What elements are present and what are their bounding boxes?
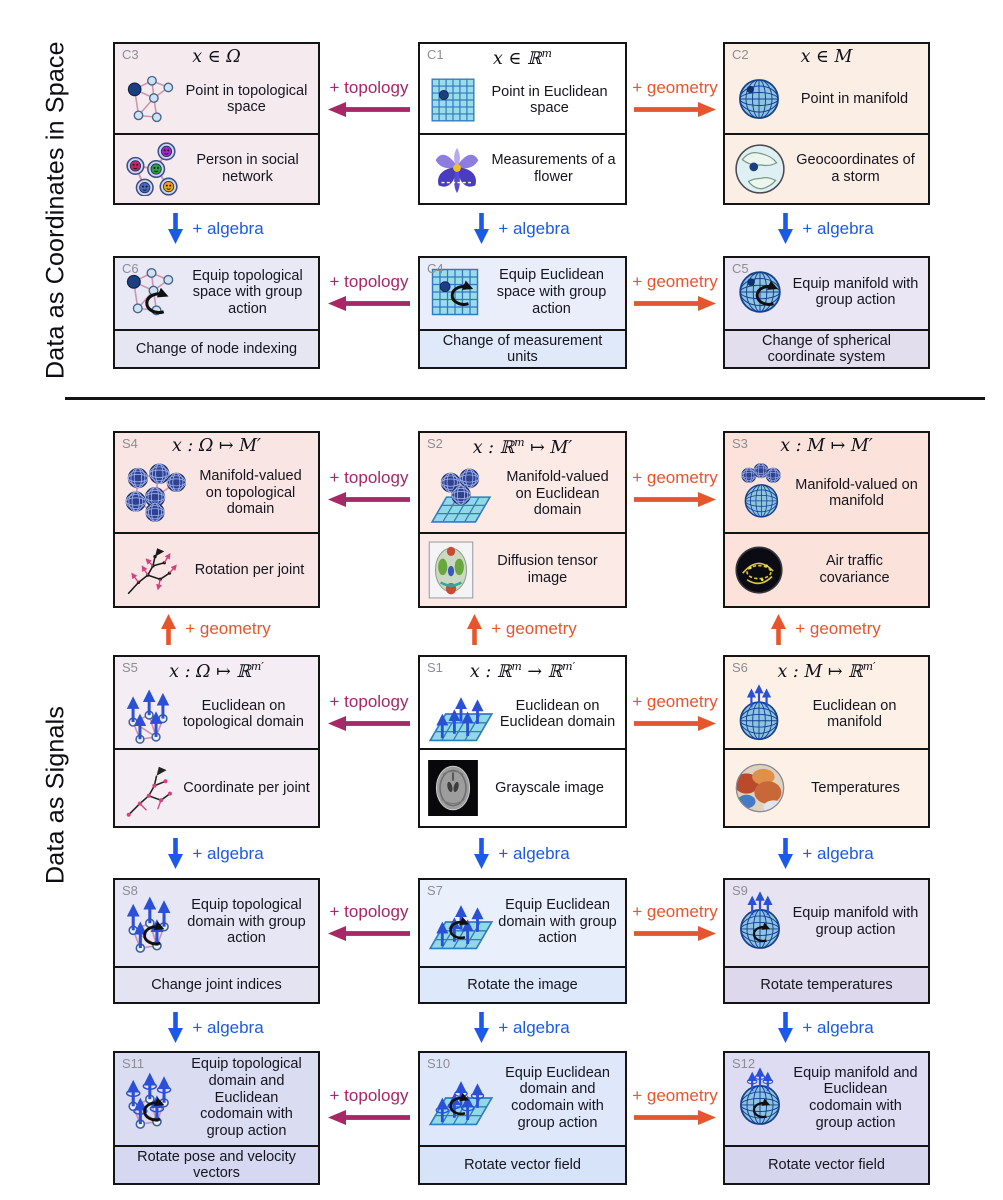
geometry-up-arrow-group [761,613,891,645]
panel-s8 [113,878,320,1004]
geometry-arrow-group [627,692,723,731]
panel-s1 [418,655,627,828]
social-network-icon [123,142,181,196]
down-arrow-icon [168,838,183,870]
up-arrow-icon [771,613,786,645]
geometry-arrow-group [627,78,723,117]
geometry-arrow-label: + geometry [632,902,718,921]
topology-arrow-group [320,1086,418,1125]
topology-arrow-label: + topology [329,272,409,291]
formula: x : ℝ$^m$ → ℝ$^{m'}$ [469,660,576,682]
spheres-on-sphere-icon [733,462,789,524]
down-arrow-icon [474,1012,489,1044]
concept-label: Euclidean on Euclidean domain [499,697,616,731]
graph-vectors-rotation-icon [123,890,179,954]
panel-id: C2 [732,47,749,62]
concept-label: Equip Euclidean domain and codomain with group action [505,1064,610,1131]
panel-id: C3 [122,47,139,62]
skeleton-icon [123,759,179,817]
panel-c6 [113,256,320,369]
right-arrow-icon [634,926,716,941]
concept-label: Point in topological space [185,82,308,116]
concept-label: Equip topological space with group action [192,267,303,317]
left-arrow-icon [328,1110,410,1125]
topology-arrow-label: + topology [329,78,409,97]
panel-s7 [418,878,627,1004]
panel-id: S1 [427,660,443,675]
algebra-arrow-group [457,1012,587,1044]
skeleton-rotations-icon [123,543,185,597]
caption: Change of spherical coordinate system [725,329,928,367]
algebra-arrow-group [151,213,281,245]
topology-arrow-group [320,902,418,941]
caption: Rotate vector field [420,1145,625,1183]
concept-label: Euclidean on topological domain [183,697,304,731]
panel-c1 [418,42,627,205]
geometry-arrow-label: + geometry [632,1086,718,1105]
geometry-up-arrow-group [457,613,587,645]
panel-id: S6 [732,660,748,675]
spheres-on-plane-icon [428,464,494,524]
right-arrow-icon [634,102,716,117]
algebra-arrow-group [761,1012,891,1044]
algebra-arrow-label: + algebra [802,1018,874,1037]
panel-id: S9 [732,883,748,898]
graph-vectors-icon [123,683,173,745]
earth-storm-icon [733,142,787,196]
algebra-arrow-label: + algebra [192,844,264,863]
globe-vectors-rotation-icon [733,889,787,955]
down-arrow-icon [168,213,183,245]
topology-arrow-group [320,692,418,731]
caption: Rotate the image [420,966,625,1002]
algebra-arrow-label: + algebra [192,219,264,238]
concept-label: Equip topological domain and Euclidean codomain with group action [191,1056,302,1139]
topology-arrow-label: + topology [329,1086,409,1105]
concept-label: Equip manifold with group action [792,275,919,309]
right-arrow-icon [634,296,716,311]
globe-loop-vectors-rotation-icon [733,1065,787,1131]
concept-label: Point in Euclidean space [491,83,608,117]
plane-vectors-rotation-icon [428,893,494,951]
geometry-arrow-label: + geometry [185,619,271,638]
panel-id: S4 [122,436,138,451]
panel-s12 [723,1051,930,1185]
topological-graph-icon [123,74,179,124]
panel-s9 [723,878,930,1004]
concept-label: Equip manifold with group action [792,905,919,938]
panel-id: C6 [122,261,139,276]
concept-label: Equip topological domain with group action [187,897,306,947]
panel-id: S7 [427,883,443,898]
concept-label: Euclidean on manifold [812,697,897,731]
topology-arrow-label: + topology [329,692,409,711]
formula: x : M ↦ ℝ$^{m'}$ [777,660,876,682]
diffusion-tensor-brain-icon [428,541,474,599]
iris-flower-icon [428,141,486,197]
graph-loop-vectors-rotation-icon [123,1066,179,1130]
caption: Rotate pose and velocity vectors [115,1145,318,1183]
section-divider [65,397,985,400]
formula: x : M ↦ M′ [780,436,873,456]
plane-loop-vectors-rotation-icon [428,1069,494,1127]
up-arrow-icon [161,613,176,645]
concept-label: Equip Euclidean domain with group action [498,897,617,947]
down-arrow-icon [778,213,793,245]
down-arrow-icon [474,213,489,245]
example-label: Geocoordinates of a storm [796,152,915,185]
left-arrow-icon [328,492,410,507]
panel-id: S8 [122,883,138,898]
algebra-arrow-group [457,838,587,870]
concept-label: Equip Euclidean space with group action [496,267,607,317]
caption: Change of measurement units [420,329,625,367]
concept-label: Manifold-valued on Euclidean domain [506,469,609,519]
earth-temperature-icon [733,761,787,815]
algebra-arrow-label: + algebra [498,844,570,863]
topology-arrow-group [320,272,418,311]
geometry-arrow-group [627,272,723,311]
down-arrow-icon [778,1012,793,1044]
right-arrow-icon [634,1110,716,1125]
panel-id: S11 [122,1056,145,1071]
panel-s5 [113,655,320,828]
geometry-arrow-label: + geometry [632,468,718,487]
topology-arrow-label: + topology [329,902,409,921]
manifold-globe-icon [733,73,785,125]
geometry-arrow-group [627,902,723,941]
formula: x : ℝ$^m$ ↦ M′ [472,436,573,458]
formula: x ∈ M [800,47,853,67]
algebra-arrow-group [761,838,891,870]
geometry-arrow-group [627,468,723,507]
down-arrow-icon [474,838,489,870]
algebra-arrow-group [457,213,587,245]
topology-arrow-group [320,468,418,507]
caption: Rotate temperatures [725,966,928,1002]
sphere-cluster-graph-icon [123,463,187,523]
concept-label: Point in manifold [800,90,909,107]
example-label: Grayscale image [495,779,604,796]
caption: Rotate vector field [725,1145,928,1183]
formula: x : Ω ↦ M′ [171,436,262,456]
algebra-arrow-label: + algebra [802,844,874,863]
panel-s4 [113,431,320,608]
example-label: Coordinate per joint [183,779,310,796]
left-arrow-icon [328,926,410,941]
panel-id: S3 [732,436,748,451]
example-label: Measurements of a flower [491,152,616,185]
geometry-arrow-label: + geometry [632,272,718,291]
right-arrow-icon [634,716,716,731]
geometry-arrow-label: + geometry [632,692,718,711]
euclidean-grid-icon [428,75,478,125]
left-arrow-icon [328,296,410,311]
algebra-arrow-label: + algebra [498,219,570,238]
panel-id: C4 [427,261,444,276]
geometry-arrow-label: + geometry [795,619,881,638]
algebra-arrow-group [761,213,891,245]
algebra-arrow-label: + algebra [498,1018,570,1037]
panel-id: S2 [427,436,443,451]
caption: Change of node indexing [115,329,318,367]
formula: x ∈ Ω [192,47,241,67]
example-label: Rotation per joint [194,561,305,578]
panel-s3 [723,431,930,608]
section-label-coordinates: Data as Coordinates in Space [41,41,70,379]
panel-c3 [113,42,320,205]
topology-arrow-group [320,78,418,117]
geometry-arrow-label: + geometry [632,78,718,97]
concept-label: Equip manifold and Euclidean codomain with group action [793,1064,918,1131]
up-arrow-icon [467,613,482,645]
down-arrow-icon [168,1012,183,1044]
right-arrow-icon [634,492,716,507]
topology-arrow-label: + topology [329,468,409,487]
left-arrow-icon [328,102,410,117]
down-arrow-icon [778,838,793,870]
example-label: Air traffic covariance [819,553,890,586]
algebra-arrow-group [151,1012,281,1044]
caption: Change joint indices [115,966,318,1002]
left-arrow-icon [328,716,410,731]
panel-s6 [723,655,930,828]
geometry-arrow-label: + geometry [491,619,577,638]
example-label: Temperatures [811,779,900,796]
algebra-arrow-group [151,838,281,870]
panel-c5 [723,256,930,369]
example-label: Person in social network [196,152,299,185]
example-label: Diffusion tensor image [497,553,598,586]
plane-vectors-icon [428,685,494,743]
panel-c4 [418,256,627,369]
globe-vectors-icon [733,682,785,746]
panel-id: S5 [122,660,138,675]
algebra-arrow-label: + algebra [802,219,874,238]
panel-c2 [723,42,930,205]
section-label-signals: Data as Signals [41,705,70,885]
panel-id: C5 [732,261,749,276]
panel-id: S10 [427,1056,451,1071]
geometry-arrow-group [627,1086,723,1125]
panel-id: S12 [732,1056,756,1071]
panel-s2 [418,431,627,608]
air-traffic-globe-icon [733,544,785,596]
algebra-arrow-label: + algebra [192,1018,264,1037]
concept-label: Manifold-valued on manifold [795,476,918,510]
geometry-up-arrow-group [151,613,281,645]
panel-id: C1 [427,47,444,62]
panel-s11 [113,1051,320,1185]
panel-s10 [418,1051,627,1185]
concept-label: Manifold-valued on topological domain [199,468,302,518]
formula: x : Ω ↦ ℝ$^{m'}$ [169,660,264,682]
brain-mri-icon [428,760,478,816]
formula: x ∈ ℝ$^m$ [493,47,552,69]
